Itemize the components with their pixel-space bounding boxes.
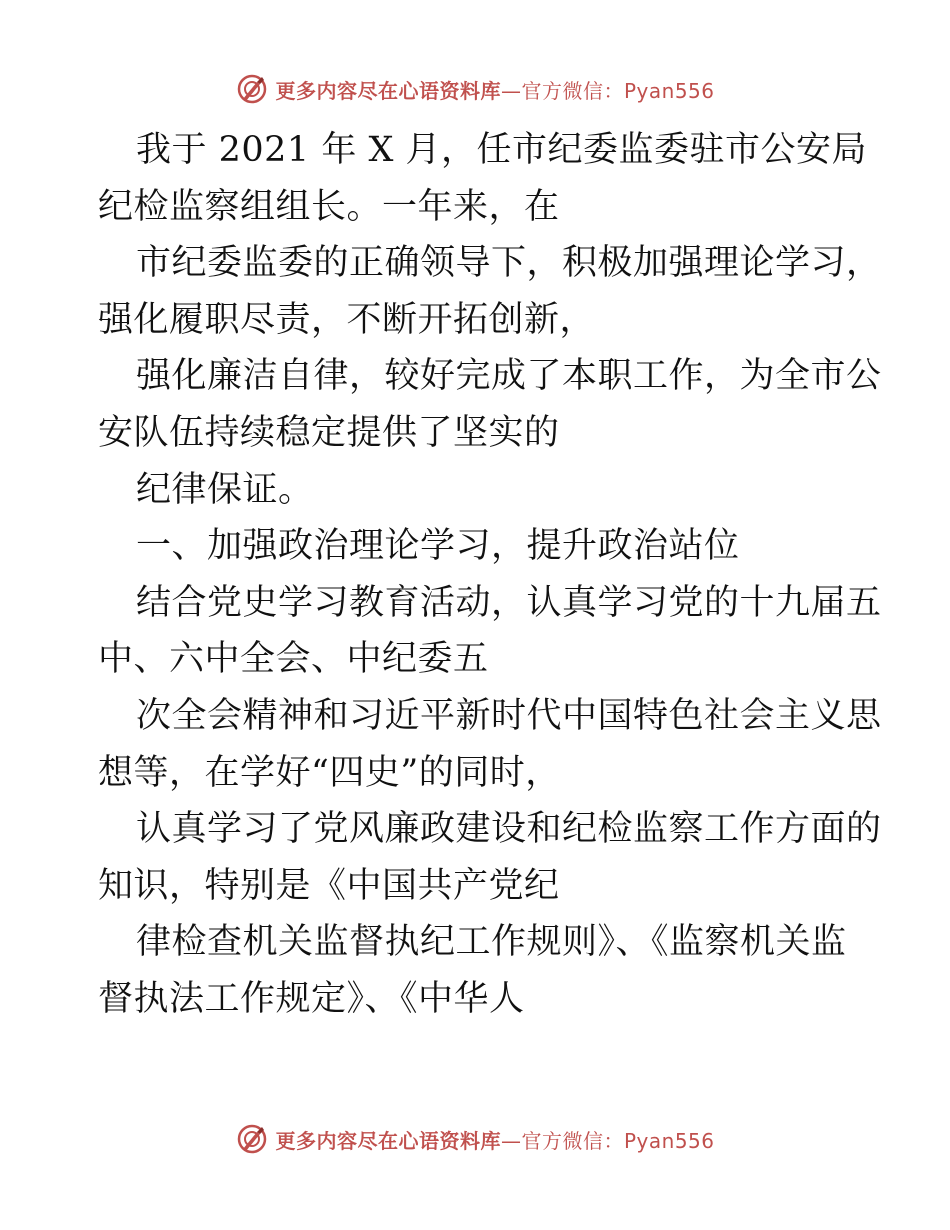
text-line: 督执法工作规定》、《中华人 xyxy=(98,978,525,1019)
document-body xyxy=(98,122,882,1028)
section-heading: 一、加强政治理论学习，提升政治站位 xyxy=(136,526,740,567)
text-line: 市纪委监委的正确领导下，积极加强理论学习， xyxy=(136,243,882,284)
watermark-dash: — xyxy=(500,78,522,103)
text-line: 强化廉洁自律，较好完成了本职工作，为全市公 xyxy=(136,356,882,397)
text-line: 中、六中全会、中纪委五 xyxy=(98,639,489,680)
text-line: 强化履职尽责，不断开拓创新， xyxy=(98,299,596,340)
header-watermark xyxy=(0,72,950,106)
watermark-label: 官方微信： xyxy=(521,78,624,103)
text-line: 想等，在学好“四史”的同时， xyxy=(98,752,561,793)
text-line: 纪律保证。 xyxy=(136,469,314,510)
text-line: 律检查机关监督执纪工作规则》、《监察机关监 xyxy=(136,922,847,963)
text-line: 结合党史学习教育活动，认真学习党的十九届五 xyxy=(136,582,882,623)
text-line: 认真学习了党风廉政建设和纪检监察工作方面的 xyxy=(136,809,882,850)
watermark-dash: — xyxy=(500,1128,522,1153)
watermark-wechat-id: Pyan556 xyxy=(623,78,715,103)
footer-watermark xyxy=(0,1122,950,1156)
text-line: 我于 2021 年 X 月，任市纪委监委驻市公安局 xyxy=(136,130,867,170)
watermark-main-text: 更多内容尽在心语资料库 xyxy=(275,78,501,103)
watermark-main-text: 更多内容尽在心语资料库 xyxy=(275,1128,501,1153)
watermark-label: 官方微信： xyxy=(521,1128,624,1153)
text-line: 知识，特别是《中国共产党纪 xyxy=(98,865,560,906)
text-line: 安队伍持续稳定提供了坚实的 xyxy=(98,412,560,453)
watermark-logo-icon xyxy=(235,72,269,106)
watermark-wechat-id: Pyan556 xyxy=(623,1128,715,1153)
text-line: 次全会精神和习近平新时代中国特色社会主义思 xyxy=(136,695,882,736)
text-line: 纪检监察组组长。一年来，在 xyxy=(98,186,560,227)
watermark-logo-icon xyxy=(235,1122,269,1156)
